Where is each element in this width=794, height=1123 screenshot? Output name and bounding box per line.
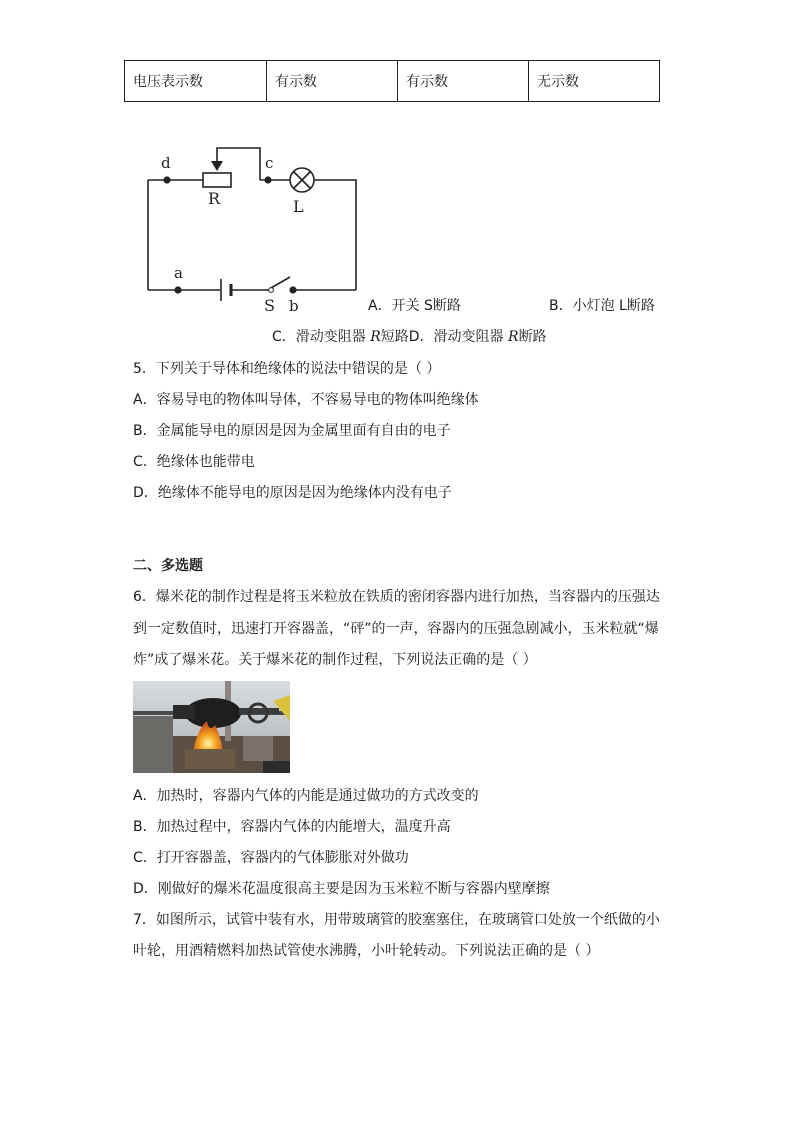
circuit-diagram [140,140,370,320]
q4-option-c-pre: C．滑动变阻器 [272,329,371,345]
label-L: L [293,197,304,216]
slider-arrow-icon [211,161,223,171]
label-c: c [265,154,274,172]
q5-option-b: B．金属能导电的原因是因为金属里面有自由的电子 [133,423,451,439]
terminal-a [174,286,181,293]
q6-stem-line1: 6．爆米花的制作过程是将玉米粒放在铁质的密闭容器内进行加热，当容器内的压强达 [133,589,660,605]
label-S: S [264,296,275,315]
terminal-b [289,286,296,293]
switch-contact [269,288,274,293]
q6-option-c: C．打开容器盖，容器内的气体膨胀对外做功 [133,850,409,866]
q4-option-a: A．开关 S断路 [368,298,461,314]
table-cell: 有示数 [398,61,529,102]
popcorn-machine-photo [133,681,290,773]
q6-option-a: A．加热时，容器内气体的内能是通过做功的方式改变的 [133,788,479,804]
table-row [125,61,660,102]
terminal-d [163,176,170,183]
q4-option-b: B．小灯泡 L断路 [549,298,655,314]
q4-option-c-post: 短路 [380,329,409,345]
q5-stem: 5．下列关于导体和绝缘体的说法中错误的是（ ） [133,361,441,377]
q5-option-d: D．绝缘体不能导电的原因是因为绝缘体内没有电子 [133,485,452,501]
label-d: d [161,154,171,172]
q5-option-c: C．绝缘体也能带电 [133,454,255,470]
q5-option-a: A．容易导电的物体叫导体，不容易导电的物体叫绝缘体 [133,392,479,408]
section-heading: 二、多选题 [133,558,203,574]
q4-option-c-var: R [370,329,381,345]
slider-wire [217,148,260,180]
q6-stem-line3: 炸”成了爆米花。关于爆米花的制作过程，下列说法正确的是（ ） [133,652,537,668]
q6-option-d: D．刚做好的爆米花温度很高主要是因为玉米粒不断与容器内壁摩擦 [133,881,550,897]
terminal-c [264,176,271,183]
lamp-cross [294,172,311,189]
q6-stem-line2: 到一定数值时，迅速打开容器盖，“砰”的一声，容器内的压强急剧减小，玉米粒就“爆 [133,621,659,637]
table-cell: 有示数 [267,61,398,102]
resistor-icon [203,173,231,187]
q7-stem-line1: 7．如图所示，试管中装有水，用带玻璃管的胶塞塞住，在玻璃管口处放一个纸做的小 [133,912,660,928]
q4-option-d-pre: D．滑动变阻器 [408,329,509,345]
q7-stem-line2: 叶轮，用酒精燃料加热试管使水沸腾，小叶轮转动。下列说法正确的是（ ） [133,943,600,959]
q4-option-d-var: R [508,329,519,345]
label-a: a [174,264,183,282]
label-R: R [208,189,221,208]
table-cell: 无示数 [529,61,660,102]
table-cell: 电压表示数 [125,61,267,102]
label-b: b [289,297,299,315]
q6-option-b: B．加热过程中，容器内气体的内能增大，温度升高 [133,819,451,835]
q4-option-d-post: 断路 [518,329,547,345]
popcorn-machine-image [133,681,290,773]
voltmeter-table [124,60,660,102]
wire-right [314,180,356,290]
switch-icon [271,277,290,288]
q4-option-cd [272,327,547,347]
